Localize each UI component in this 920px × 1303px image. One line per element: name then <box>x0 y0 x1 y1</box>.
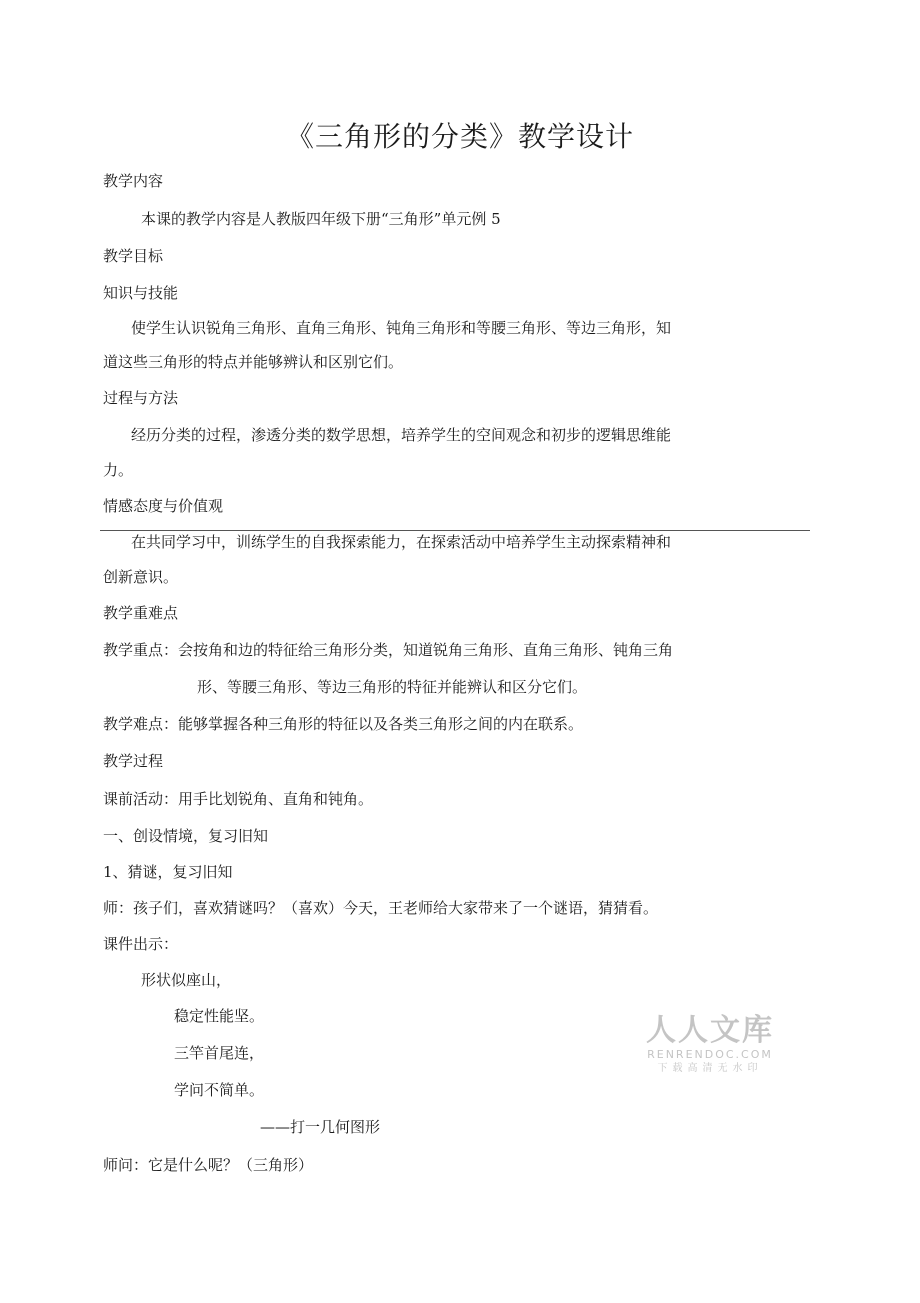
divider <box>100 530 810 531</box>
paragraph-line: 形、等腰三角形、等边三角形的特征并能辨认和区分它们。 <box>197 678 588 696</box>
heading-key-points: 教学重难点 <box>103 604 179 622</box>
heading-teaching-process: 教学过程 <box>103 752 164 770</box>
subheading-process: 过程与方法 <box>103 389 179 407</box>
riddle-line: 学问不简单。 <box>174 1081 265 1099</box>
paragraph-line: 道这些三角形的特点并能够辨认和区别它们。 <box>103 353 404 371</box>
paragraph-line: 教学难点：能够掌握各种三角形的特征以及各类三角形之间的内在联系。 <box>103 715 584 733</box>
paragraph-line: 师：孩子们，喜欢猜谜吗？（喜欢）今天，王老师给大家带来了一个谜语，猜猜看。 <box>103 899 659 917</box>
page-title: 《三角形的分类》教学设计 <box>285 120 634 153</box>
riddle-line: 稳定性能坚。 <box>174 1007 265 1025</box>
paragraph-line: 经历分类的过程，渗透分类的数学思想，培养学生的空间观念和初步的逻辑思维能 <box>131 426 672 444</box>
paragraph-line: 力。 <box>103 461 134 479</box>
riddle-line: 三竿首尾连， <box>174 1044 265 1062</box>
paragraph-line: 师问：它是什么呢？（三角形） <box>103 1156 314 1174</box>
watermark-site: RENRENDOC.COM <box>647 1048 773 1061</box>
riddle-line: 形状似座山， <box>141 971 232 989</box>
paragraph-line: 课前活动：用手比划锐角、直角和钝角。 <box>103 790 374 808</box>
heading-teaching-content: 教学内容 <box>103 172 164 190</box>
riddle-hint: ——打一几何图形 <box>260 1118 381 1136</box>
paragraph-content: 本课的教学内容是人教版四年级下册“三角形”单元例 5 <box>141 210 501 228</box>
section-heading: 一、创设情境，复习旧知 <box>103 827 269 845</box>
paragraph-line: 教学重点：会按角和边的特征给三角形分类，知道锐角三角形、直角三角形、钝角三角 <box>103 641 674 659</box>
paragraph-line: 在共同学习中，训练学生的自我探索能力，在探索活动中培养学生主动探索精神和 <box>131 533 672 551</box>
heading-teaching-goals: 教学目标 <box>103 247 164 265</box>
subsection-heading: 1、猜谜，复习旧知 <box>103 863 233 881</box>
watermark-tagline: 下载高清无水印 <box>657 1063 763 1074</box>
subheading-attitude: 情感态度与价值观 <box>103 497 224 515</box>
paragraph-line: 创新意识。 <box>103 568 179 586</box>
paragraph-line: 课件出示： <box>103 935 179 953</box>
paragraph-line: 使学生认识锐角三角形、直角三角形、钝角三角形和等腰三角形、等边三角形，知 <box>131 319 672 337</box>
watermark <box>646 1014 774 1076</box>
subheading-knowledge: 知识与技能 <box>103 284 179 302</box>
watermark-logo: 人人文库 <box>646 1013 774 1048</box>
